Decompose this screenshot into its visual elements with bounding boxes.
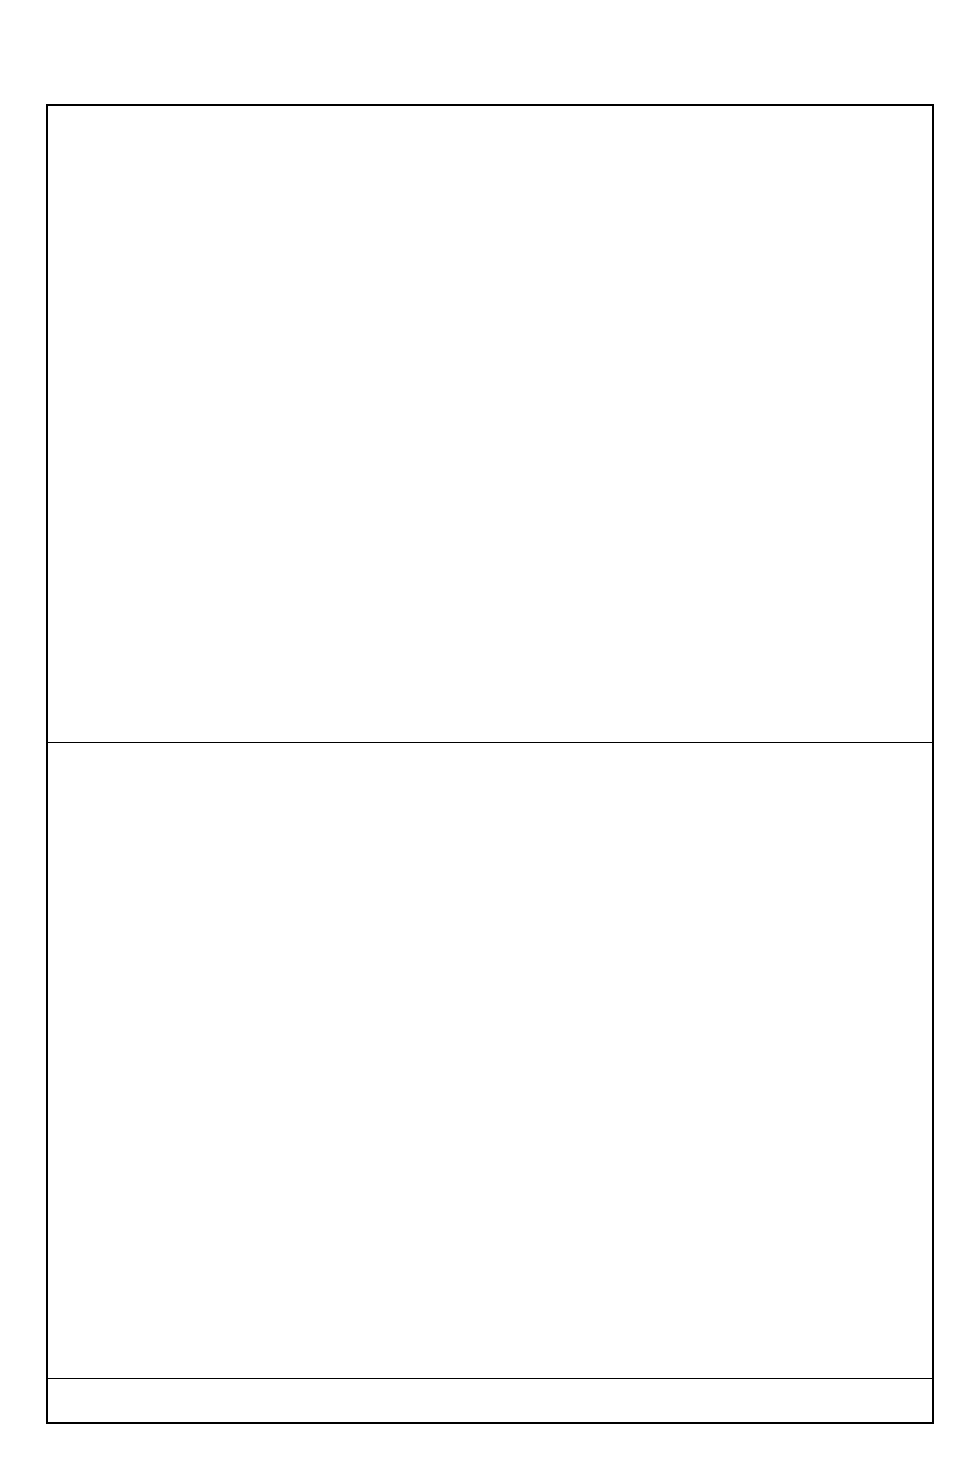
map-separator	[46, 742, 934, 743]
typhoon-map	[46, 744, 934, 1378]
issue-line	[46, 82, 936, 101]
legend-bar	[46, 1378, 934, 1425]
